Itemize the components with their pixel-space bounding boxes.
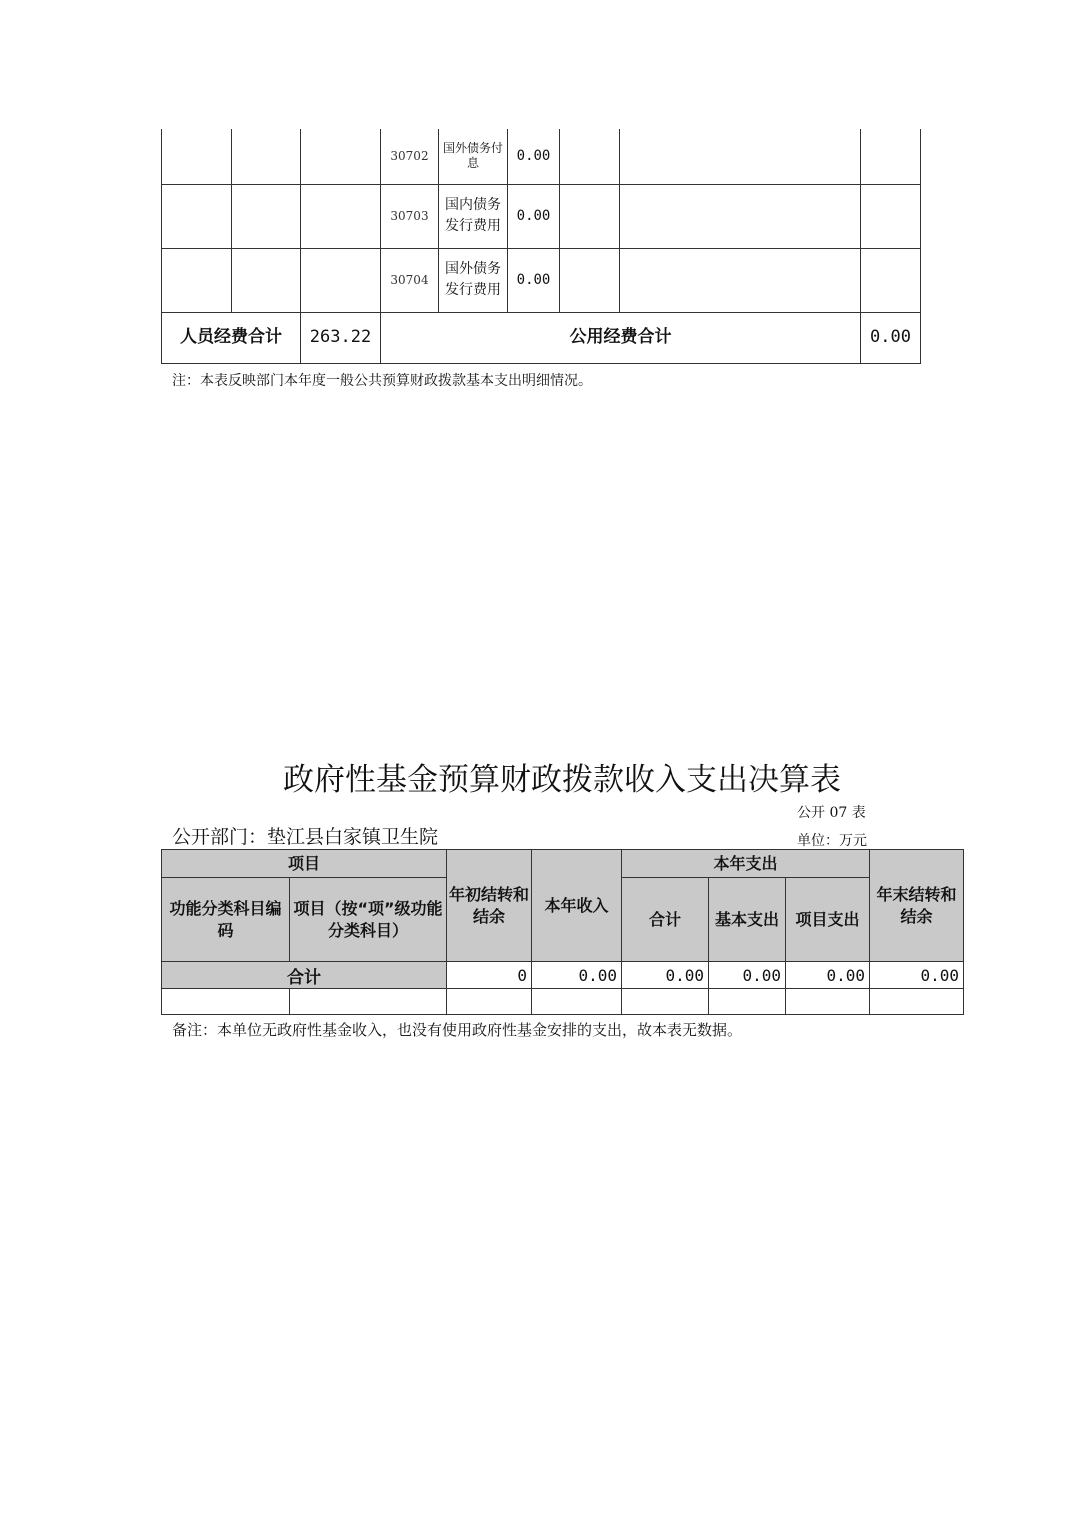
total-project-expense: 0.00 <box>786 962 870 989</box>
item-code: 30702 <box>381 129 439 184</box>
personnel-total-value: 263.22 <box>301 312 381 363</box>
table-row <box>162 248 921 312</box>
unit-label: 单位：万元 <box>797 833 867 849</box>
totals-row <box>162 312 921 363</box>
header-expense-total: 合计 <box>622 878 709 962</box>
table-note: 备注：本单位无政府性基金收入，也没有使用政府性基金安排的支出，故本表无数据。 <box>172 1021 743 1039</box>
table-row <box>162 129 921 184</box>
totals-row <box>162 962 964 989</box>
item-amount: 0.00 <box>508 129 560 184</box>
item-amount: 0.00 <box>508 184 560 248</box>
gov-fund-budget-table <box>161 849 964 1015</box>
department-label: 公开部门：垫江县白家镇卫生院 <box>172 826 439 848</box>
header-opening-balance: 年初结转和结余 <box>447 850 532 962</box>
header-func-code: 功能分类科目编码 <box>162 878 290 962</box>
public-total-value: 0.00 <box>861 312 921 363</box>
header-income: 本年收入 <box>532 850 622 962</box>
table-row <box>162 989 964 1015</box>
header-closing-balance: 年末结转和结余 <box>870 850 964 962</box>
item-name: 国外债务发行费用 <box>439 248 508 312</box>
personnel-total-label: 人员经费合计 <box>162 312 301 363</box>
total-label: 合计 <box>162 962 447 989</box>
item-code: 30703 <box>381 184 439 248</box>
item-code: 30704 <box>381 248 439 312</box>
total-income: 0.00 <box>532 962 622 989</box>
total-opening-balance: 0 <box>447 962 532 989</box>
header-project: 项目 <box>162 850 447 878</box>
total-basic-expense: 0.00 <box>709 962 786 989</box>
basic-expense-detail-table <box>161 129 921 364</box>
table-note: 注：本表反映部门本年度一般公共预算财政拨款基本支出明细情况。 <box>172 373 592 389</box>
total-closing-balance: 0.00 <box>870 962 964 989</box>
header-project-by-item: 项目（按“项”级功能分类科目） <box>290 878 447 962</box>
item-amount: 0.00 <box>508 248 560 312</box>
form-number: 公开 07 表 <box>797 805 866 821</box>
header-expense-group: 本年支出 <box>622 850 870 878</box>
item-name: 国内债务发行费用 <box>439 184 508 248</box>
total-expense: 0.00 <box>622 962 709 989</box>
table-row <box>162 184 921 248</box>
header-row <box>162 850 964 878</box>
item-name: 国外债务付息 <box>439 129 508 184</box>
page-title: 政府性基金预算财政拨款收入支出决算表 <box>283 762 841 798</box>
public-total-label: 公用经费合计 <box>381 312 861 363</box>
header-project-expense: 项目支出 <box>786 878 870 962</box>
header-basic-expense: 基本支出 <box>709 878 786 962</box>
